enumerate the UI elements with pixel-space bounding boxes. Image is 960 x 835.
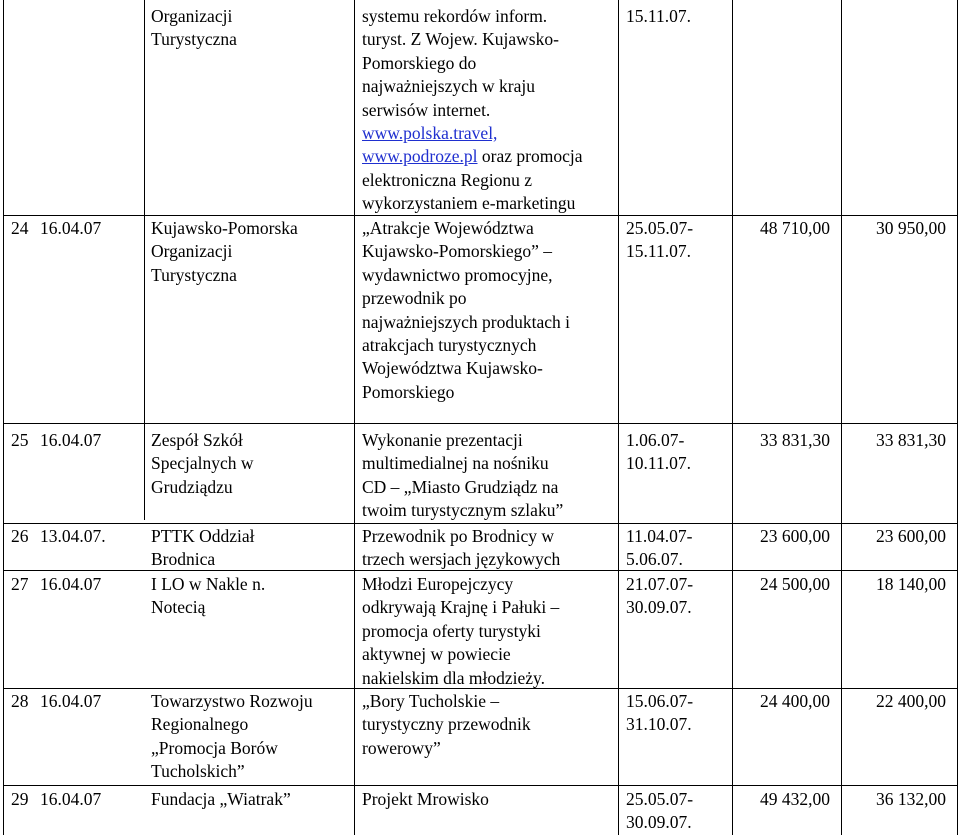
date-cell: 16.04.07 xyxy=(40,218,102,238)
amount-total-cell: 33 831,30 xyxy=(760,430,830,450)
date-cell: 13.04.07. xyxy=(40,526,106,546)
amount-total-cell: 49 432,00 xyxy=(760,789,830,809)
description-cell: Wykonanie prezentacji multimedialnej na nośniku CD – „Miasto Grudziądz na twoim turystycznym szlaku” xyxy=(362,430,564,521)
amount-total-cell: 23 600,00 xyxy=(760,526,830,546)
grid-line xyxy=(3,0,4,835)
amount-granted-cell: 36 132,00 xyxy=(876,789,946,809)
grid-line xyxy=(3,423,958,424)
organization-cell: PTTK Oddział Brodnica xyxy=(151,526,255,570)
row-number: 24 xyxy=(11,218,29,238)
period-cell: 25.05.07- 15.11.07. xyxy=(626,218,694,262)
date-cell: 16.04.07 xyxy=(40,789,102,809)
period-cell: 15.11.07. xyxy=(626,6,691,26)
polska-travel-link[interactable]: www.polska.travel, xyxy=(362,123,498,144)
row-number: 25 xyxy=(11,430,29,450)
organization-cell: Towarzystwo Rozwoju Regionalnego „Promocja Borów Tucholskich” xyxy=(151,691,313,782)
organization-cell: Fundacja „Wiatrak” xyxy=(151,789,291,809)
grid-line xyxy=(3,785,958,786)
description-cell: Przewodnik po Brodnicy w trzech wersjach językowych xyxy=(362,526,561,570)
period-cell: 25.05.07- 30.09.07. xyxy=(626,789,694,833)
grid-line xyxy=(732,0,733,835)
row-number: 29 xyxy=(11,789,29,809)
amount-granted-cell: 30 950,00 xyxy=(876,218,946,238)
description-cell: „Bory Tucholskie – turystyczny przewodnik rowerowy” xyxy=(362,691,531,758)
description-cell: Młodzi Europejczycy odkrywają Krajnę i Pałuki – promocja oferty turystyki aktywnej w powiecie nakielskim dla młodzieży. xyxy=(362,574,560,688)
amount-granted-cell: 33 831,30 xyxy=(876,430,946,450)
description-cell: Projekt Mrowisko xyxy=(362,789,489,809)
amount-total-cell: 24 500,00 xyxy=(760,574,830,594)
organization-cell: I LO w Nakle n. Notecią xyxy=(151,574,266,618)
period-cell: 21.07.07- 30.09.07. xyxy=(626,574,694,618)
organization-cell: Organizacji Turystyczna xyxy=(151,6,237,50)
amount-granted-cell: 22 400,00 xyxy=(876,691,946,711)
amount-total-cell: 24 400,00 xyxy=(760,691,830,711)
grid-line xyxy=(841,0,842,835)
row-number: 27 xyxy=(11,574,29,594)
grid-line xyxy=(3,523,958,524)
description-cell: „Atrakcje Województwa Kujawsko-Pomorskiego” – wydawnictwo promocyjne, przewodnik po najważniejszych produktach i atrakcjach turystycznych Województwa Kujawsko- Pomorskiego xyxy=(362,218,570,402)
amount-granted-cell: 23 600,00 xyxy=(876,526,946,546)
period-cell: 15.06.07- 31.10.07. xyxy=(626,691,694,735)
row-number: 26 xyxy=(11,526,29,546)
amount-total-cell: 48 710,00 xyxy=(760,218,830,238)
period-cell: 1.06.07- 10.11.07. xyxy=(626,430,691,474)
date-cell: 16.04.07 xyxy=(40,430,102,450)
organization-cell: Kujawsko-Pomorska Organizacji Turystyczna xyxy=(151,218,298,285)
grid-line xyxy=(354,0,355,835)
podroze-link[interactable]: www.podroze.pl xyxy=(362,146,478,167)
amount-granted-cell: 18 140,00 xyxy=(876,574,946,594)
period-cell: 11.04.07- 5.06.07. xyxy=(626,526,693,570)
description-cell: systemu rekordów inform. turyst. Z Wojew. Kujawsko- Pomorskiego do najważniejszych w kraju serwisów internet. www.polska.travel, www.podroze.pl oraz promocja elektroniczna Regionu z wykorzystaniem e-marketingu xyxy=(362,6,583,214)
date-cell: 16.04.07 xyxy=(40,691,102,711)
date-cell: 16.04.07 xyxy=(40,574,102,594)
grid-line xyxy=(957,0,958,835)
organization-cell: Zespół Szkół Specjalnych w Grudziądzu xyxy=(151,430,254,497)
row-number: 28 xyxy=(11,691,29,711)
